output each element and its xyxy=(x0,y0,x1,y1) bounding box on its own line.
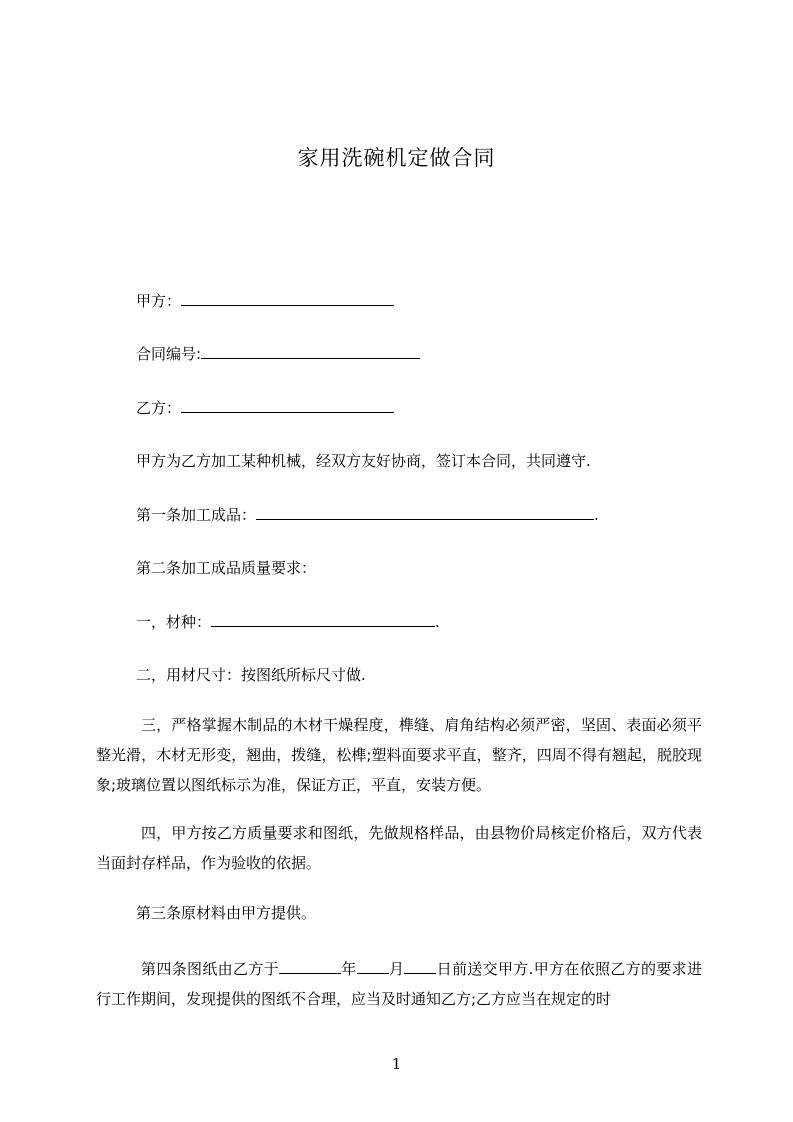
article-4-year-blank xyxy=(279,957,341,974)
item-1-label: 一，材种： xyxy=(136,613,212,631)
article-4-paragraph xyxy=(96,954,702,1014)
item-1-suffix: . xyxy=(435,613,440,631)
party-a-label: 甲方： xyxy=(136,292,182,310)
article-4-day-blank xyxy=(404,957,436,974)
article-2-heading: 第二条加工成品质量要求： xyxy=(136,559,317,577)
party-b-label: 乙方： xyxy=(136,399,182,417)
document-title: 家用洗碗机定做合同 xyxy=(297,146,496,170)
article-1-blank xyxy=(256,503,594,520)
article-1-label: 第一条加工成品： xyxy=(136,506,257,524)
party-b-line xyxy=(136,393,394,423)
item-1-line xyxy=(136,607,440,637)
intro-paragraph: 甲方为乙方加工某种机械，经双方友好协商，签订本合同，共同遵守. xyxy=(136,452,591,470)
article-4-month-blank xyxy=(357,957,389,974)
contract-number-label: 合同编号: xyxy=(136,345,202,363)
party-a-blank xyxy=(181,289,394,306)
article-4-month-label: 月 xyxy=(388,960,405,978)
party-b-blank xyxy=(181,396,394,413)
item-1-blank xyxy=(211,610,435,627)
article-1-suffix: . xyxy=(594,506,599,524)
item-3-paragraph: 三，严格掌握木制品的木材干燥程度，榫缝、肩角结构必须严密，坚固、表面必须平整光滑，木材无形变，翘曲，拨缝，松榫;塑料面要求平直，整齐，四周不得有翘起，脱胶现象;玻璃位置以图纸标示为准，保证方正，平直，安装方便。 xyxy=(96,716,702,794)
article-4-prefix: 第四条图纸由乙方于 xyxy=(141,960,279,978)
party-a-line xyxy=(136,286,394,316)
item-2-line: 二，用材尺寸：按图纸所标尺寸做. xyxy=(136,666,366,684)
article-3-line: 第三条原材料由甲方提供。 xyxy=(136,904,317,922)
contract-number-line xyxy=(136,339,420,369)
item-4-paragraph: 四，甲方按乙方质量要求和图纸，先做规格样品，由县物价局核定价格后，双方代表当面封存样品，作为验收的依据。 xyxy=(96,824,702,872)
article-1-line xyxy=(136,500,599,530)
contract-number-blank xyxy=(201,342,420,359)
page-number: 1 xyxy=(391,1055,402,1073)
article-4-rest: 日前送交甲方.甲方在依照乙方的要求进行工作期间，发现提供的图纸不合理，应当及时通知乙方;乙方应当在规定的时 xyxy=(96,960,702,1008)
article-4-year-label: 年 xyxy=(340,960,357,978)
